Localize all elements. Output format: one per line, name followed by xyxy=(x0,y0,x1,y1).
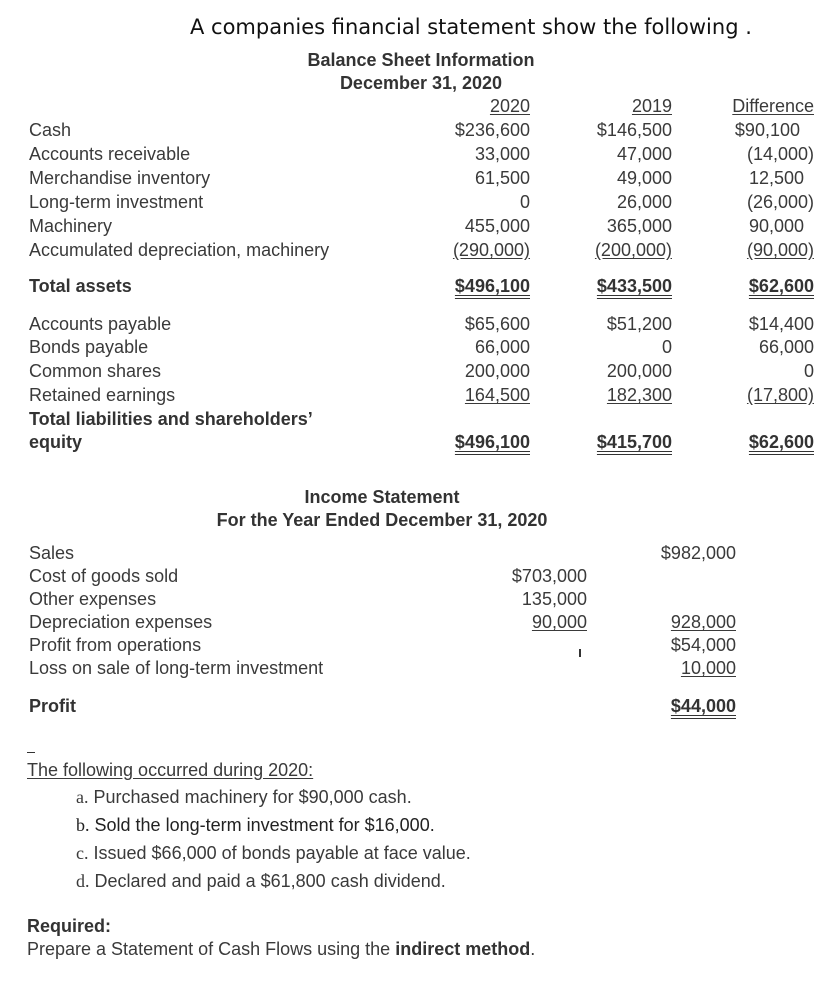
row-label: Accumulated depreciation, machinery xyxy=(29,240,330,260)
total-assets-2020: $496,100 xyxy=(454,276,530,296)
loss-sale-label: Loss on sale of long-term investment xyxy=(29,658,324,678)
row-value-2019: 0 xyxy=(661,337,672,357)
row-value-2020: $65,600 xyxy=(464,314,530,334)
total-assets-2019: $433,500 xyxy=(596,276,672,296)
required-text-after: . xyxy=(530,939,536,959)
item-text: Purchased machinery for $90,000 cash. xyxy=(93,787,412,807)
row-value-2020: $236,600 xyxy=(454,120,530,140)
row-value-2020: 164,500 xyxy=(464,385,530,405)
list-item xyxy=(76,786,412,808)
row-value-diff: $14,400 xyxy=(748,314,814,334)
item-text: Sold the long-term investment for $16,000. xyxy=(94,815,435,835)
row-value-diff: 90,000 xyxy=(748,216,804,236)
row-value-2019: 49,000 xyxy=(616,168,672,188)
total-assets-diff: $62,600 xyxy=(748,276,814,296)
tick-mark xyxy=(579,649,581,657)
income-statement-subtitle: For the Year Ended December 31, 2020 xyxy=(216,510,548,530)
dash-mark xyxy=(27,752,35,753)
row-value-2019: 182,300 xyxy=(606,385,672,405)
events-heading: The following occurred during 2020: xyxy=(27,760,314,780)
row-value-2019: 47,000 xyxy=(616,144,672,164)
row-value-2020: 66,000 xyxy=(474,337,530,357)
depreciation-label: Depreciation expenses xyxy=(29,612,213,632)
required-heading: Required: xyxy=(27,916,112,936)
col-header-difference: Difference xyxy=(732,96,814,116)
profit-amount: $44,000 xyxy=(670,696,736,716)
item-marker: d. xyxy=(76,871,90,891)
cogs-label: Cost of goods sold xyxy=(29,566,179,586)
list-item xyxy=(76,842,471,864)
total-le-diff: $62,600 xyxy=(748,432,814,452)
total-le-2019: $415,700 xyxy=(596,432,672,452)
item-marker: c. xyxy=(76,843,89,863)
row-value-2019: 200,000 xyxy=(606,361,672,381)
required-text xyxy=(27,938,535,960)
col-header-2020: 2020 xyxy=(489,96,530,116)
row-value-2020: 61,500 xyxy=(474,168,530,188)
row-value-2020: 0 xyxy=(519,192,530,212)
required-emphasis: indirect method xyxy=(395,939,531,959)
total-le-2020: $496,100 xyxy=(454,432,530,452)
row-value-2019: $146,500 xyxy=(596,120,672,140)
depreciation-amount: 90,000 xyxy=(531,612,587,632)
balance-sheet-date: December 31, 2020 xyxy=(339,73,503,93)
sales-label: Sales xyxy=(29,543,75,563)
row-value-diff: $90,100 xyxy=(734,120,800,140)
profit-operations-label: Profit from operations xyxy=(29,635,202,655)
item-text: Declared and paid a $61,800 cash dividend. xyxy=(94,871,446,891)
row-value-2019: $51,200 xyxy=(606,314,672,334)
row-label: Bonds payable xyxy=(29,337,149,357)
total-le-label-line1: Total liabilities and shareholders’ xyxy=(29,409,313,429)
row-value-2020: 200,000 xyxy=(464,361,530,381)
profit-operations-amount: $54,000 xyxy=(670,635,736,655)
balance-sheet-title: Balance Sheet Information xyxy=(307,50,535,70)
row-value-diff: 0 xyxy=(803,361,814,381)
total-le-label-line2: equity xyxy=(29,432,83,452)
row-value-diff: (26,000) xyxy=(746,192,814,212)
row-value-2020: 33,000 xyxy=(474,144,530,164)
sales-amount: $982,000 xyxy=(660,543,736,563)
row-value-diff: (17,800) xyxy=(746,385,814,405)
row-value-diff: (14,000) xyxy=(746,144,814,164)
row-value-2019: 26,000 xyxy=(616,192,672,212)
row-value-2019: (200,000) xyxy=(594,240,672,260)
other-expenses-label: Other expenses xyxy=(29,589,157,609)
income-statement-title: Income Statement xyxy=(304,487,460,507)
profit-label: Profit xyxy=(29,696,76,716)
required-text-before: Prepare a Statement of Cash Flows using the xyxy=(27,939,396,959)
row-value-2019: 365,000 xyxy=(606,216,672,236)
row-value-diff: 66,000 xyxy=(758,337,814,357)
intro-text: A companies financial statement show the following . xyxy=(190,15,752,39)
row-value-diff: 12,500 xyxy=(748,168,804,188)
row-value-2020: 455,000 xyxy=(464,216,530,236)
item-marker: a. xyxy=(76,787,89,807)
row-label: Accounts receivable xyxy=(29,144,191,164)
row-label: Retained earnings xyxy=(29,385,176,405)
other-expenses-amount: 135,000 xyxy=(521,589,587,609)
row-label: Long-term investment xyxy=(29,192,204,212)
row-label: Cash xyxy=(29,120,72,140)
item-marker: b. xyxy=(76,815,90,835)
row-label: Machinery xyxy=(29,216,113,236)
row-value-2020: (290,000) xyxy=(452,240,530,260)
row-value-diff: (90,000) xyxy=(746,240,814,260)
cogs-amount: $703,000 xyxy=(511,566,587,586)
list-item xyxy=(76,814,435,836)
row-label: Common shares xyxy=(29,361,162,381)
row-label: Accounts payable xyxy=(29,314,172,334)
row-label: Merchandise inventory xyxy=(29,168,211,188)
col-header-2019: 2019 xyxy=(631,96,672,116)
list-item xyxy=(76,870,446,892)
item-text: Issued $66,000 of bonds payable at face value. xyxy=(93,843,471,863)
total-assets-label: Total assets xyxy=(29,276,132,296)
total-expenses-amount: 928,000 xyxy=(670,612,736,632)
loss-sale-amount: 10,000 xyxy=(680,658,736,678)
